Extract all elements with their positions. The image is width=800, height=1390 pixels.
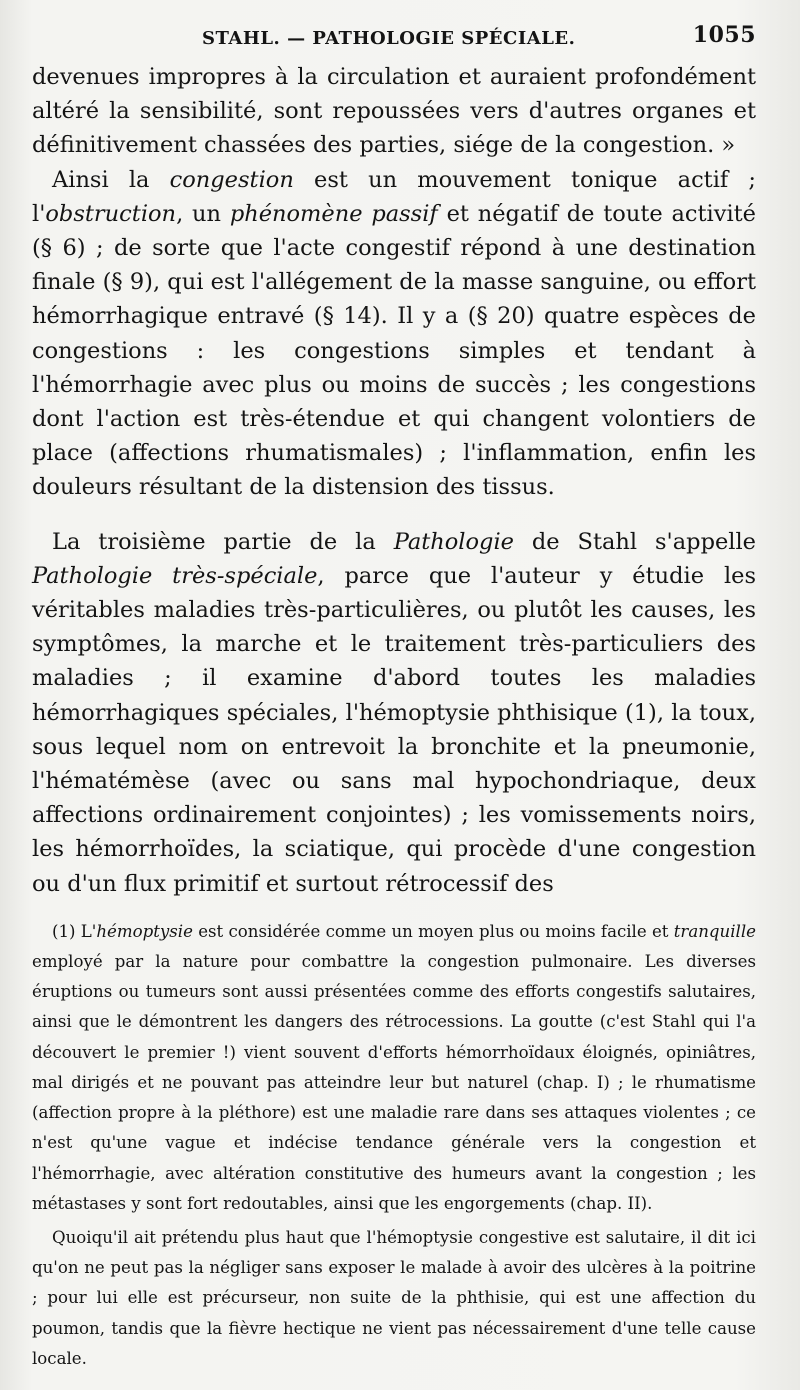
paragraph-gap [32,505,756,525]
page-number: 1055 [692,22,756,48]
main-text [32,60,756,901]
running-head [32,20,756,54]
paragraph-continuation: devenues impropres à la circulation et auraient profondément altéré la sensibilité, sont repoussées vers d'autres organes et définitivement chassées des parties, siége de la congestion. » [32,64,756,159]
footnote-1-continued: Quoiqu'il ait prétendu plus haut que l'hémoptysie congestive est salutaire, il dit ici qu'on ne peut pas la négliger sans exposer le malade à avoir des ulcères à la poitrine ; pour lui elle est précurseur, non suite de la phthisie, qui est une affection du poumon, tandis que la fièvre hectique ne vient pas nécessairement d'une telle cause locale. [32,1227,756,1368]
paragraph-third-part: La troisième partie de la Pathologie de Stahl s'appelle Pathologie très-spéciale, parce que l'auteur y étudie les véritables maladies très-particulières, ou plutôt les causes, les symptômes, la marche et le traitement très-particuliers des maladies ; il examine d'abord toutes les maladies hémorrhagiques spéciales, l'hémoptysie phthisique (1), la toux, sous lequel nom on entrevoit la bronchite et la pneumonie, l'hématémèse (avec ou sans mal hypochondriaque, deux affections ordinairement conjointes) ; les vomissements noirs, les hémorrhoïdes, la sciatique, qui procède d'une congestion ou d'un flux primitif et surtout rétrocessif des [32,528,757,897]
paragraph-congestion: Ainsi la congestion est un mouvement tonique actif ; l'obstruction, un phénomène passif et négatif de toute activité (§ 6) ; de sorte que l'acte congestif répond à une destination finale (§ 9), qui est l'allégement de la masse sanguine, ou effort hémorrhagique entravé (§ 14). Il y a (§ 20) quatre espèces de congestions : les congestions simples et tendant à l'hémorrhagie avec plus ou moins de succès ; les congestions dont l'action est très-étendue et qui changent volontiers de place (affections rhumatismales) ; l'inflammation, enfin les douleurs résultant de la distension des tissus. [32,166,756,501]
footnotes [32,917,756,1374]
footnote-1: (1) L'hémoptysie est considérée comme un moyen plus ou moins facile et tranquille employé par la nature pour combattre la congestion pulmonaire. Les diverses éruptions ou tumeurs sont aussi présentées comme des efforts congestifs salutaires, ainsi que le démontrent les dangers des rétrocessions. La goutte (c'est Stahl qui l'a découvert le premier !) vient souvent d'efforts hémorrhoïdaux éloignés, opiniâtres, mal dirigés et ne pouvant pas atteindre leur but naturel (chap. I) ; le rhumatisme (affection propre à la pléthore) est une maladie rare dans ses attaques violentes ; ce n'est qu'une vague et indécise tendance générale vers la congestion et l'hémorrhagie, avec altération constitutive des humeurs avant la congestion ; les métastases y sont fort redoutables, ainsi que les engorgements (chap. II). [32,921,756,1213]
running-title: STAHL. — PATHOLOGIE SPÉCIALE. [202,28,576,49]
